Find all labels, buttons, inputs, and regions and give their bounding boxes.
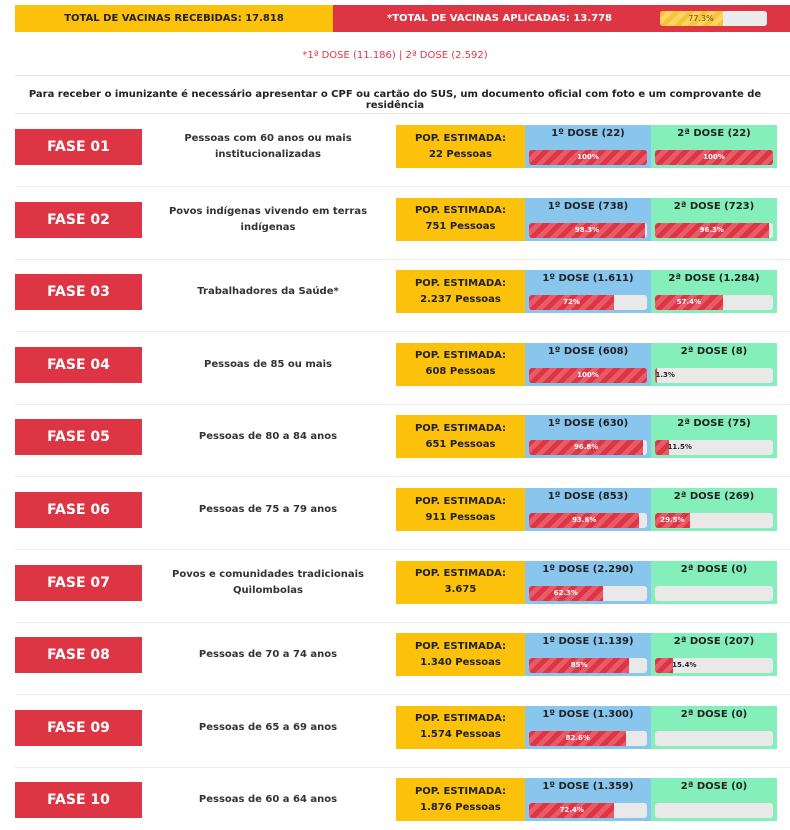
- second-dose-label: 2ª DOSE (22): [677, 128, 751, 139]
- phase-badge[interactable]: FASE 09: [15, 710, 142, 746]
- first-dose-box: [525, 343, 651, 386]
- first-dose-progress: [529, 731, 647, 746]
- phase-description-line: Pessoas de 80 a 84 anos: [198, 431, 338, 443]
- first-dose-progress-text: 85%: [570, 661, 588, 670]
- second-dose-progress-text: 15.4%: [672, 661, 697, 670]
- phase-description-line: Quilombolas: [233, 584, 303, 596]
- first-dose-box: [525, 125, 651, 168]
- first-dose-box: [525, 415, 651, 458]
- first-dose-progress-text: 96.8%: [573, 443, 599, 452]
- phase-badge[interactable]: FASE 07: [15, 565, 142, 601]
- phase-description: [163, 478, 373, 542]
- estimated-population-value: 911 Pessoas: [425, 511, 496, 523]
- first-dose-label: 1º DOSE (2.290): [542, 563, 634, 575]
- second-dose-label: 2ª DOSE (207): [673, 636, 755, 648]
- second-dose-progress: [655, 440, 773, 455]
- first-dose-box: [525, 561, 651, 604]
- estimated-population-label: POP. ESTIMADA:: [414, 277, 507, 289]
- phase-row: [15, 478, 790, 550]
- estimated-population-label: POP. ESTIMADA:: [414, 495, 507, 507]
- phase-badge[interactable]: FASE 02: [15, 202, 142, 238]
- phase-row: [15, 188, 790, 260]
- first-dose-label: 1º DOSE (22): [551, 128, 625, 139]
- phase-description: [163, 260, 373, 324]
- estimated-population-value: 1.574 Pessoas: [420, 729, 501, 741]
- phase-row: [15, 623, 790, 695]
- second-dose-box: [651, 198, 777, 241]
- second-dose-progress-text: 1.3%: [655, 370, 675, 379]
- first-dose-progress-text: 62.3%: [553, 588, 578, 597]
- first-dose-progress: [529, 223, 647, 238]
- phase-row: [15, 405, 790, 477]
- phase-description-line: institucionalizadas: [215, 149, 321, 160]
- second-dose-box: [651, 415, 777, 458]
- first-dose-label: 1º DOSE (1.139): [542, 636, 634, 648]
- first-dose-progress: [529, 586, 647, 601]
- divider: [15, 75, 790, 76]
- second-dose-box: [651, 778, 777, 821]
- estimated-population: [396, 561, 525, 604]
- estimated-population: [396, 633, 525, 676]
- second-dose-label: 2ª DOSE (1.284): [668, 273, 760, 285]
- phase-badge[interactable]: FASE 04: [15, 347, 142, 383]
- first-dose-label: 1º DOSE (1.300): [542, 708, 634, 720]
- estimated-population-label: POP. ESTIMADA:: [414, 350, 507, 362]
- phase-row: [15, 696, 790, 768]
- total-applied-progress: [660, 11, 767, 26]
- requirements-notice: Para receber o imunizante é necessário apresentar o CPF ou cartão do SUS, um documento oficial com foto e um comprovante de residência: [28, 89, 762, 111]
- second-dose-label: 2ª DOSE (8): [680, 345, 748, 357]
- phase-row: [15, 115, 790, 187]
- estimated-population: [396, 125, 525, 168]
- first-dose-label: 1º DOSE (608): [547, 345, 629, 357]
- vaccine-totals-bar: [15, 5, 790, 32]
- second-dose-progress: [655, 586, 773, 601]
- estimated-population: [396, 198, 525, 241]
- second-dose-progress: [655, 223, 773, 238]
- second-dose-box: [651, 488, 777, 531]
- phase-description-line: Pessoas de 65 a 69 anos: [198, 721, 338, 733]
- first-dose-label: 1º DOSE (738): [547, 200, 629, 212]
- second-dose-progress: [655, 368, 773, 383]
- second-dose-progress-text: 11.5%: [667, 443, 692, 452]
- estimated-population-value: 3.675: [444, 584, 477, 596]
- phase-row: [15, 260, 790, 332]
- second-dose-box: [651, 706, 777, 749]
- first-dose-label: 1º DOSE (853): [547, 491, 629, 502]
- dose-summary: *1ª DOSE (11.186) | 2ª DOSE (2.592): [302, 50, 488, 61]
- first-dose-box: [525, 198, 651, 241]
- first-dose-progress-text: 100%: [577, 153, 599, 161]
- phase-description-line: Pessoas com 60 anos ou mais: [184, 133, 352, 144]
- phase-description-line: Povos indígenas vivendo em terras: [168, 205, 368, 217]
- estimated-population: [396, 415, 525, 458]
- second-dose-label: 2ª DOSE (0): [680, 563, 748, 575]
- total-applied-panel: [333, 5, 790, 32]
- phase-row: [15, 551, 790, 623]
- estimated-population-label: POP. ESTIMADA:: [414, 132, 507, 144]
- phase-description-line: Pessoas de 75 a 79 anos: [198, 504, 338, 515]
- first-dose-progress-text: 82.6%: [565, 733, 590, 742]
- second-dose-box: [651, 125, 777, 168]
- phase-badge[interactable]: FASE 05: [15, 419, 142, 455]
- second-dose-label: 2ª DOSE (269): [673, 491, 755, 502]
- phase-badge[interactable]: FASE 10: [15, 782, 142, 818]
- first-dose-progress-text: 72.4%: [559, 806, 584, 815]
- phase-description: [163, 188, 373, 252]
- divider: [15, 113, 790, 114]
- phase-badge[interactable]: FASE 06: [15, 492, 142, 528]
- estimated-population-value: 651 Pessoas: [425, 438, 496, 450]
- phase-description: [163, 405, 373, 469]
- first-dose-label: 1º DOSE (630): [547, 418, 629, 430]
- second-dose-label: 2ª DOSE (0): [680, 708, 748, 720]
- total-applied: *TOTAL DE VACINAS APLICADAS: 13.778: [387, 13, 613, 24]
- phase-description-line: Povos e comunidades tradicionais: [172, 568, 364, 580]
- estimated-population-label: POP. ESTIMADA:: [414, 205, 507, 217]
- estimated-population-label: POP. ESTIMADA:: [414, 713, 507, 725]
- phase-badge[interactable]: FASE 03: [15, 274, 142, 310]
- second-dose-progress: [655, 150, 773, 165]
- first-dose-progress: [529, 295, 647, 310]
- second-dose-label: 2ª DOSE (723): [673, 200, 755, 212]
- first-dose-label: 1º DOSE (1.611): [542, 273, 634, 285]
- estimated-population-label: POP. ESTIMADA:: [414, 568, 507, 580]
- estimated-population-value: 608 Pessoas: [425, 366, 496, 378]
- first-dose-progress: [529, 513, 647, 528]
- second-dose-progress-text: 29.5%: [660, 516, 685, 524]
- first-dose-progress-text: 98.3%: [574, 225, 600, 234]
- first-dose-progress-text: 100%: [577, 370, 599, 379]
- phase-description: [163, 333, 373, 397]
- second-dose-progress: [655, 513, 773, 528]
- phase-description: [163, 696, 373, 760]
- first-dose-box: [525, 778, 651, 821]
- second-dose-progress: [655, 295, 773, 310]
- estimated-population-value: 751 Pessoas: [425, 221, 496, 233]
- second-dose-box: [651, 561, 777, 604]
- first-dose-progress: [529, 150, 647, 165]
- phase-badge[interactable]: FASE 01: [15, 129, 142, 165]
- estimated-population-value: 1.876 Pessoas: [420, 801, 501, 813]
- second-dose-progress-text: 57.4%: [676, 298, 701, 307]
- first-dose-progress: [529, 440, 647, 455]
- estimated-population: [396, 270, 525, 313]
- second-dose-progress: [655, 658, 773, 673]
- estimated-population-value: 2.237 Pessoas: [420, 293, 501, 305]
- first-dose-box: [525, 270, 651, 313]
- phase-description-line: Trabalhadores da Saúde*: [197, 286, 339, 298]
- estimated-population-value: 22 Pessoas: [429, 148, 492, 160]
- first-dose-progress-text: 72%: [563, 298, 580, 307]
- first-dose-box: [525, 488, 651, 531]
- phase-badge[interactable]: FASE 08: [15, 637, 142, 673]
- phase-description: [163, 115, 373, 179]
- first-dose-label: 1º DOSE (1.359): [542, 781, 634, 793]
- second-dose-progress: [655, 803, 773, 818]
- estimated-population: [396, 488, 525, 531]
- second-dose-progress-fill: [655, 440, 669, 455]
- first-dose-box: [525, 706, 651, 749]
- first-dose-progress: [529, 803, 647, 818]
- second-dose-label: 2ª DOSE (0): [680, 781, 748, 793]
- phase-description-line: Pessoas de 85 ou mais: [204, 358, 332, 370]
- first-dose-progress-text: 93.6%: [572, 516, 597, 524]
- second-dose-progress-text: 100%: [703, 153, 725, 161]
- estimated-population-label: POP. ESTIMADA:: [414, 785, 507, 797]
- phase-row: [15, 768, 790, 830]
- second-dose-progress-text: 96.3%: [699, 225, 724, 234]
- total-applied-progress-text: 77.3%: [688, 14, 714, 23]
- first-dose-progress: [529, 368, 647, 383]
- total-received: TOTAL DE VACINAS RECEBIDAS: 17.818: [15, 5, 333, 32]
- estimated-population-label: POP. ESTIMADA:: [414, 422, 507, 434]
- estimated-population: [396, 706, 525, 749]
- second-dose-box: [651, 343, 777, 386]
- phase-description: [163, 623, 373, 687]
- phase-description-line: Pessoas de 70 a 74 anos: [198, 649, 338, 661]
- estimated-population-value: 1.340 Pessoas: [420, 656, 501, 668]
- phase-description: [163, 768, 373, 830]
- second-dose-progress-fill: [655, 658, 673, 673]
- estimated-population-label: POP. ESTIMADA:: [414, 640, 507, 652]
- second-dose-progress: [655, 731, 773, 746]
- second-dose-label: 2ª DOSE (75): [677, 418, 751, 430]
- phase-row: [15, 333, 790, 405]
- second-dose-box: [651, 270, 777, 313]
- estimated-population: [396, 343, 525, 386]
- first-dose-progress: [529, 658, 647, 673]
- phase-description-line: indígenas: [240, 221, 296, 233]
- phase-description: [163, 551, 373, 615]
- second-dose-box: [651, 633, 777, 676]
- estimated-population: [396, 778, 525, 821]
- phase-description-line: Pessoas de 60 a 64 anos: [198, 794, 338, 806]
- first-dose-box: [525, 633, 651, 676]
